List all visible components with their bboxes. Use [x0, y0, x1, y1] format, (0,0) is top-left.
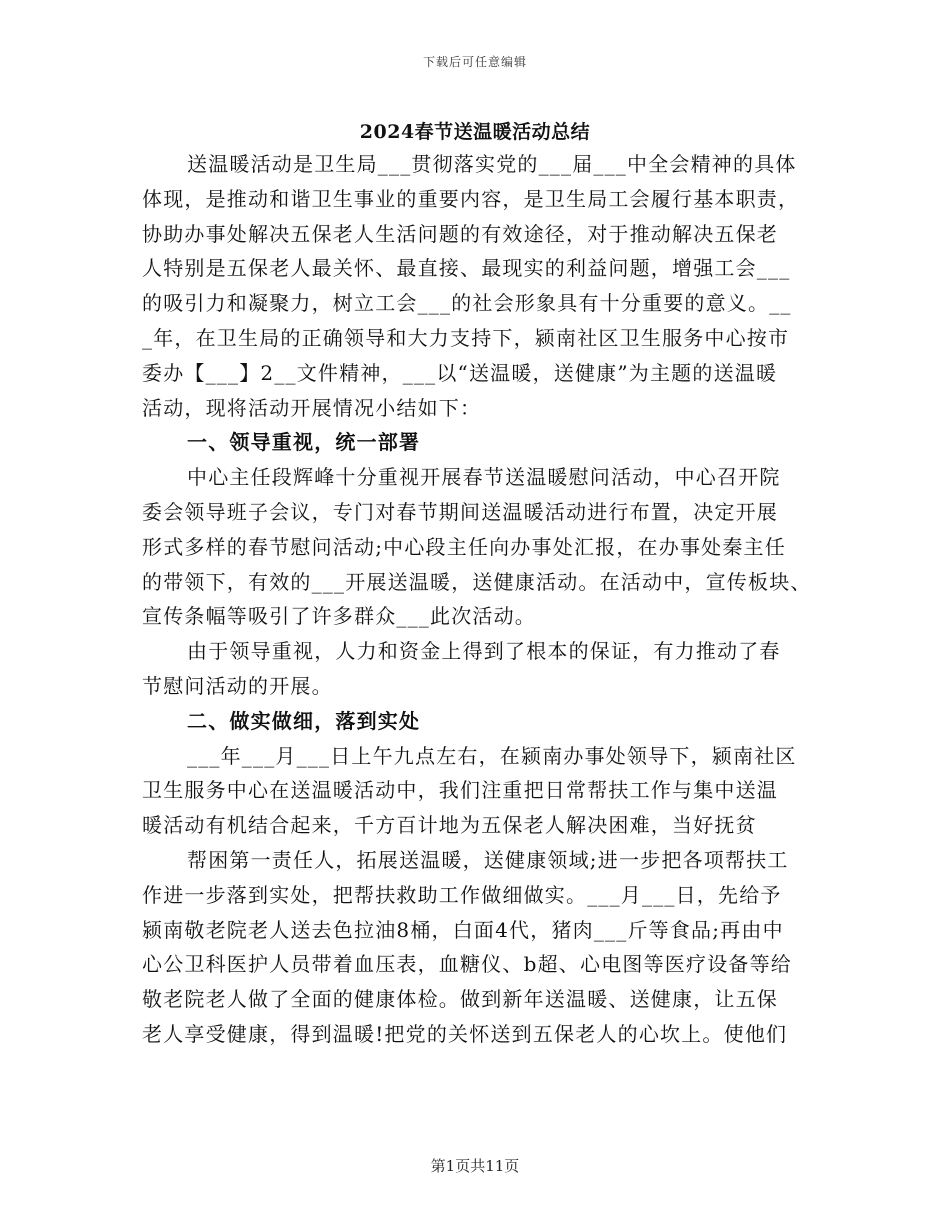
document-body	[142, 147, 817, 1052]
paragraph-line: 卫生服务中心在送温暖活动中，我们注重把日常帮扶工作与集中送温	[142, 778, 778, 803]
paragraph-line: 协助办事处解决五保老人生活问题的有效途径，对于推动解决五保老	[142, 221, 778, 246]
paragraph-line: 活动，现将活动开展情况小结如下：	[142, 395, 482, 420]
paragraph-line: 由于领导重视，人力和资金上得到了根本的保证，有力推动了春	[187, 639, 781, 664]
section-heading: 一、领导重视，统一部署	[187, 430, 421, 455]
paragraph-line: 心公卫科医护人员带着血压表，血糖仪、b超、心电图等医疗设备等给	[142, 952, 793, 977]
paragraph-line: 作进一步落到实处，把帮扶救助工作做细做实。___月___日，先给予	[142, 882, 782, 907]
paragraph-line: 节慰问活动的开展。	[142, 673, 333, 698]
paragraph-line: 的吸引力和凝聚力，树立工会___的社会形象具有十分重要的意义。__	[142, 291, 792, 316]
paragraph-line: 的带领下，有效的___开展送温暖，送健康活动。在活动中，宣传板块、	[142, 569, 812, 594]
paragraph-line: ___年___月___日上午九点左右，在颍南办事处领导下，颍南社区	[187, 743, 797, 768]
paragraph-line: 敬老院老人做了全面的健康体检。做到新年送温暖、送健康，让五保	[142, 987, 778, 1012]
paragraph-line: 形式多样的春节慰问活动;中心段主任向办事处汇报，在办事处秦主任	[142, 534, 786, 559]
paragraph-line: 老人享受健康，得到温暖!把党的关怀送到五保老人的心坎上。使他们	[142, 1021, 788, 1046]
document-title: 2024春节送温暖活动总结	[359, 121, 591, 143]
paragraph-line: 送温暖活动是卫生局___贯彻落实党的___届___中全会精神的具体	[187, 152, 797, 176]
paragraph-line: 暖活动有机结合起来，千方百计地为五保老人解决困难，当好抚贫	[142, 813, 757, 838]
paragraph-line: 体现，是推动和谐卫生事业的重要内容，是卫生局工会履行基本职责，	[142, 186, 800, 211]
paragraph-line: 人特别是五保老人最关怀、最直接、最现实的利益问题，增强工会___	[142, 256, 791, 281]
paragraph-line: _年，在卫生局的正确领导和大力支持下，颍南社区卫生服务中心按市	[142, 325, 790, 350]
paragraph-line: 颍南敬老院老人送去色拉油8桶，白面4代，猪肉___斤等食品;再由中	[142, 917, 784, 942]
paragraph-line: 帮困第一责任人，拓展送温暖，送健康领域;进一步把各项帮扶工	[187, 847, 789, 872]
paragraph-line: 中心主任段辉峰十分重视开展春节送温暖慰问活动，中心召开院	[187, 465, 781, 490]
paragraph-line: 委会领导班子会议，专门对春节期间送温暖活动进行布置，决定开展	[142, 499, 778, 524]
page-header: 下载后可任意编辑	[422, 55, 527, 69]
page-footer: 第1页共11页	[430, 1157, 520, 1175]
paragraph-line: 宣传条幅等吸引了许多群众___此次活动。	[142, 604, 536, 629]
section-heading: 二、做实做细，落到实处	[187, 708, 421, 733]
paragraph-line: 委办【___】2__文件精神，___以“送温暖，送健康”为主题的送温暖	[142, 360, 778, 385]
